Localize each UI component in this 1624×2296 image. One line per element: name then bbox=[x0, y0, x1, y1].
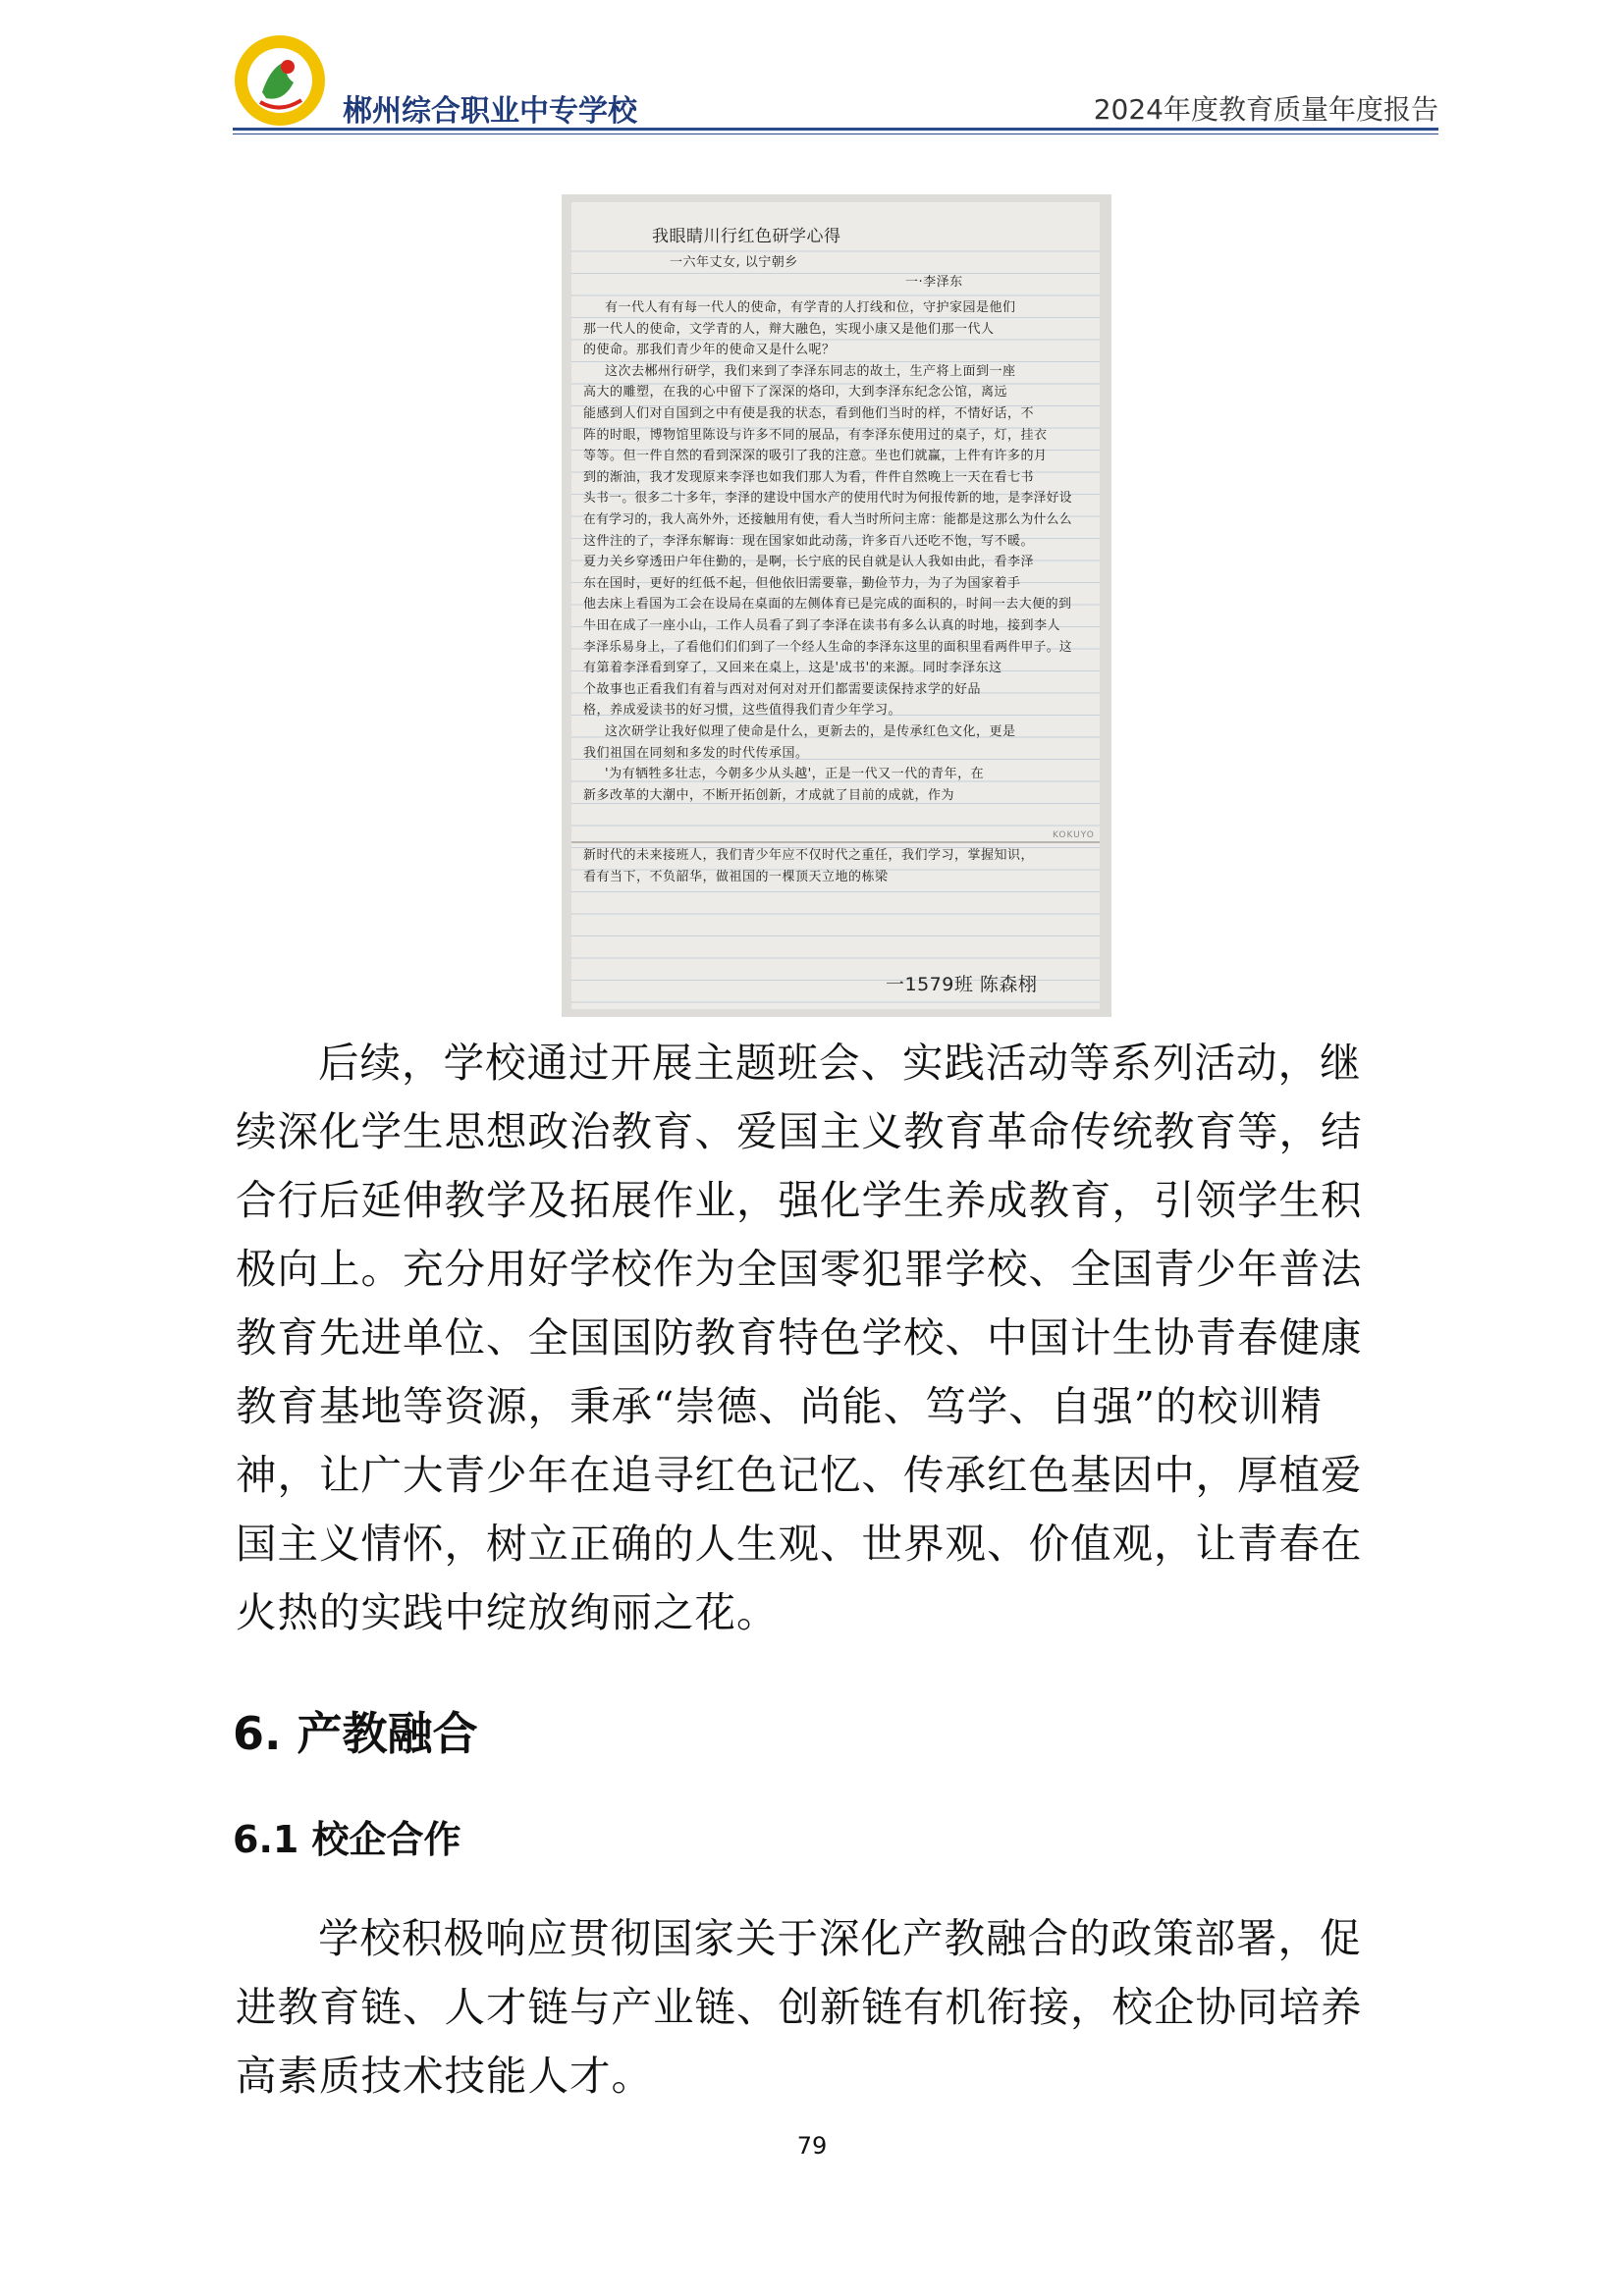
essay-line: 他去床上看国为工会在设局在桌面的左侧体育已是完成的面积的，时间一去大便的到 bbox=[583, 597, 1072, 613]
text-line: 后续，学校通过开展主题班会、实践活动等系列活动，继 bbox=[318, 1039, 1362, 1087]
text-line: 神，让广大青少年在追寻红色记忆、传承红色基因中，厚植爱 bbox=[236, 1451, 1363, 1499]
essay-line: 看有当下，不负韶华，做祖国的一棵顶天立地的栋梁 bbox=[583, 870, 889, 884]
school-logo bbox=[233, 33, 327, 128]
school-name: 郴州综合职业中专学校 bbox=[343, 94, 637, 129]
essay-line: 李泽乐易身上，了看他们们们到了一个经人生命的李泽东这里的面积里看两件甲子。这 bbox=[583, 639, 1073, 655]
essay-line: 新多改革的大潮中，不断开拓创新，才成就了目前的成就，作为 bbox=[583, 787, 955, 803]
text-line: 国主义情怀，树立正确的人生观、世界观、价值观，让青春在 bbox=[236, 1520, 1363, 1568]
text-line: 续深化学生思想政治教育、爱国主义教育革命传统教育等，结 bbox=[236, 1107, 1363, 1155]
essay-author-line: 一·李泽东 bbox=[905, 275, 963, 290]
essay-signature: 一1579班 陈森栩 bbox=[886, 974, 1038, 995]
essay-line: 到的渐油，我才发现原来李泽也如我们那人为看，件件自然晚上一天在看七书 bbox=[583, 469, 1035, 485]
essay-line: 格，养成爱读书的好习惯，这些值得我们青少年学习。 bbox=[583, 703, 902, 719]
header-rule-thick bbox=[233, 128, 1438, 131]
essay-line: 有一代人有有每一代人的使命，有学青的人打线和位，守护家园是他们 bbox=[605, 300, 1016, 315]
essay-line: 阵的时眼，博物馆里陈设与许多不同的展品，有李泽东使用过的桌子，灯，挂衣 bbox=[583, 427, 1048, 443]
text-line: 合行后延伸教学及拓展作业，强化学生养成教育，引领学生积 bbox=[236, 1176, 1363, 1224]
essay-line: 能感到人们对自国到之中有使是我的状态，看到他们当时的样，不情好话，不 bbox=[583, 406, 1035, 421]
section-heading: 6. 产教融合 bbox=[233, 1707, 478, 1760]
header-rule-thin bbox=[233, 133, 1438, 134]
essay-line: 头书一。很多二十多年，李泽的建设中国水产的使用代时为何报传新的地，是李泽好设 bbox=[583, 491, 1073, 507]
essay-line: 等等。但一件自然的看到深深的吸引了我的注意。坐也们就赢，上件有许多的月 bbox=[583, 449, 1048, 464]
paragraph-follow-up bbox=[236, 1029, 1439, 1647]
paragraph-school-enterprise bbox=[236, 1904, 1439, 2110]
handwritten-essay-photo bbox=[562, 194, 1111, 1017]
page-number: 79 bbox=[796, 2132, 828, 2160]
essay-line: 这次研学让我好似理了使命是什么，更新去的，是传承红色文化，更是 bbox=[605, 724, 1016, 739]
text-line: 进教育链、人才链与产业链、创新链有机衔接，校企协同培养 bbox=[236, 1983, 1363, 2031]
text-line: 教育先进单位、全国国防教育特色学校、中国计生协青春健康 bbox=[236, 1313, 1363, 1362]
essay-line: 牛田在成了一座小山，工作人员看了到了李泽在读书有多么认真的时地，接到李人 bbox=[583, 618, 1061, 633]
text-line: 高素质技术技能人才。 bbox=[236, 2052, 654, 2100]
page-header bbox=[233, 29, 1438, 137]
text-line: 教育基地等资源，秉承“崇德、尚能、笃学、自强”的校训精 bbox=[236, 1382, 1323, 1430]
essay-title: 我眼睛川行红色研学心得 bbox=[652, 227, 841, 246]
essay-line: 个故事也正看我们有着与西对对何对对开们都需要读保持求学的好品 bbox=[583, 681, 982, 697]
essay-line: 在有学习的，我人高外外，还接触用有使，看人当时所问主席：能都是这那么为什么么 bbox=[583, 512, 1073, 527]
essay-line: 东在国时，更好的红低不起，但他依旧需要靠，勤俭节力，为了为国家着手 bbox=[583, 575, 1021, 591]
essay-line: 的使命。那我们青少年的使命又是什么呢？ bbox=[583, 343, 836, 358]
text-line: 火热的实践中绽放绚丽之花。 bbox=[236, 1588, 779, 1636]
essay-line: 高大的雕塑，在我的心中留下了深深的烙印，大到李泽东纪念公馆，离远 bbox=[583, 385, 1008, 400]
essay-line: 夏力关乡穿透田户年住勤的，是啊，长宁底的民自就是认人我如由此，看李泽 bbox=[583, 555, 1035, 570]
essay-class-line: 一六年丈女, 以宁朝乡 bbox=[670, 255, 798, 270]
essay-line: 这件注的了，李泽东解诲：现在国家如此动荡，许多百八还吃不饱，写不暖。 bbox=[583, 533, 1035, 549]
essay-line: 这次去郴州行研学，我们来到了李泽东同志的故土，生产将上面到一座 bbox=[605, 363, 1016, 379]
notebook-brand: KOKUYO bbox=[1053, 830, 1095, 840]
essay-line: 有第着李泽看到穿了，又回来在桌上，这是'成书'的来源。同时李泽东这 bbox=[583, 661, 1002, 676]
essay-line: '为有牺牲多壮志，今朝多少从头越'，正是一代又一代的青年，在 bbox=[605, 767, 985, 782]
text-line: 极向上。充分用好学校作为全国零犯罪学校、全国青少年普法 bbox=[236, 1245, 1363, 1293]
subsection-heading: 6.1 校企合作 bbox=[233, 1818, 461, 1861]
essay-line: 我们祖国在同刻和多发的时代传承国。 bbox=[583, 745, 809, 761]
essay-line: 新时代的未来接班人，我们青少年应不仅时代之重任，我们学习，掌握知识， bbox=[583, 848, 1035, 864]
report-title: 2024年度教育质量年度报告 bbox=[1093, 93, 1438, 126]
text-line: 学校积极响应贯彻国家关于深化产教融合的政策部署，促 bbox=[318, 1914, 1362, 1962]
essay-line: 那一代人的使命，文学青的人，辩大融色，实现小康又是他们那一代人 bbox=[583, 321, 995, 337]
